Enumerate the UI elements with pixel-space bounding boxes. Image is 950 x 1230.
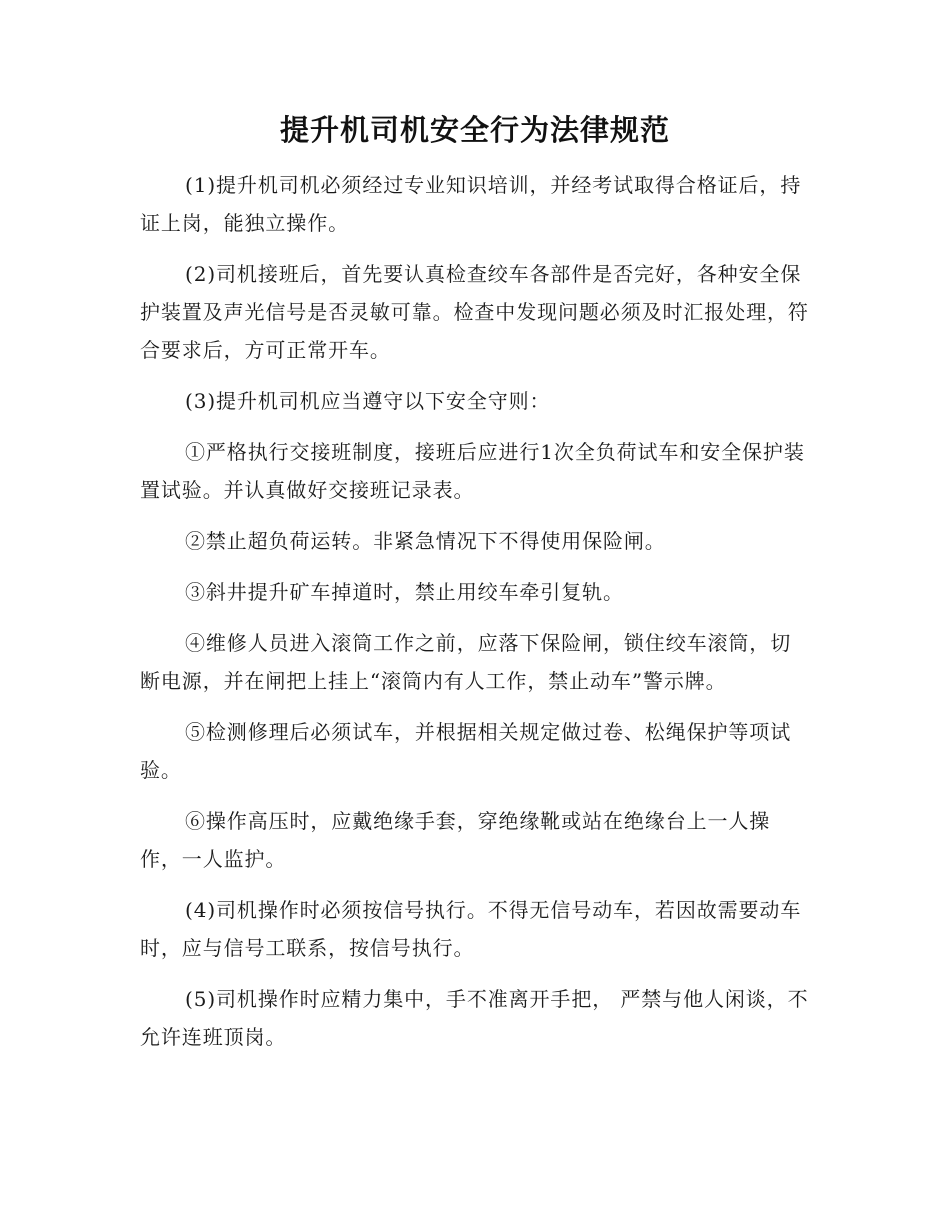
rule-item-5: ⑤检测修理后必须试车，并根据相关规定做过卷、松绳保护等项试验。 bbox=[140, 720, 792, 782]
rule-item-3: ③斜井提升矿车掉道时，禁止用绞车牵引复轨。 bbox=[185, 580, 624, 604]
paragraph-1: (1)提升机司机必须经过专业知识培训，并经考试取得合格证后，持证上岗，能独立操作。 bbox=[140, 173, 802, 235]
document-body bbox=[140, 166, 810, 1069]
paragraph-4: (4)司机操作时必须按信号执行。不得无信号动车，若因故需要动车时，应与信号工联系，按信号执行。 bbox=[140, 898, 802, 960]
rule-item-4: ④维修人员进入滚筒工作之前，应落下保险闸，锁住绞车滚筒，切断电源，并在闸把上挂上“滚筒内有人工作，禁止动车”警示牌。 bbox=[140, 631, 792, 693]
paragraph-5: (5)司机操作时应精力集中，手不准离开手把， 严禁与他人闲谈，不允许连班顶岗。 bbox=[140, 987, 809, 1049]
rule-item-6: ⑥操作高压时，应戴绝缘手套，穿绝缘靴或站在绝缘台上一人操作，一人监护。 bbox=[140, 809, 771, 871]
paragraph-3: (3)提升机司机应当遵守以下安全守则： bbox=[185, 389, 551, 413]
paragraph-2: (2)司机接班后，首先要认真检查绞车各部件是否完好，各种安全保护装置及声光信号是否灵敏可靠。检查中发现问题必须及时汇报处理，符合要求后，方可正常开车。 bbox=[140, 262, 809, 362]
rule-item-2: ②禁止超负荷运转。非紧急情况下不得使用保险闸。 bbox=[185, 529, 666, 553]
rule-item-1: ①严格执行交接班制度，接班后应进行1次全负荷试车和安全保护装置试验。并认真做好交接班记录表。 bbox=[140, 440, 805, 502]
document-title: 提升机司机安全行为法律规范 bbox=[279, 113, 670, 147]
